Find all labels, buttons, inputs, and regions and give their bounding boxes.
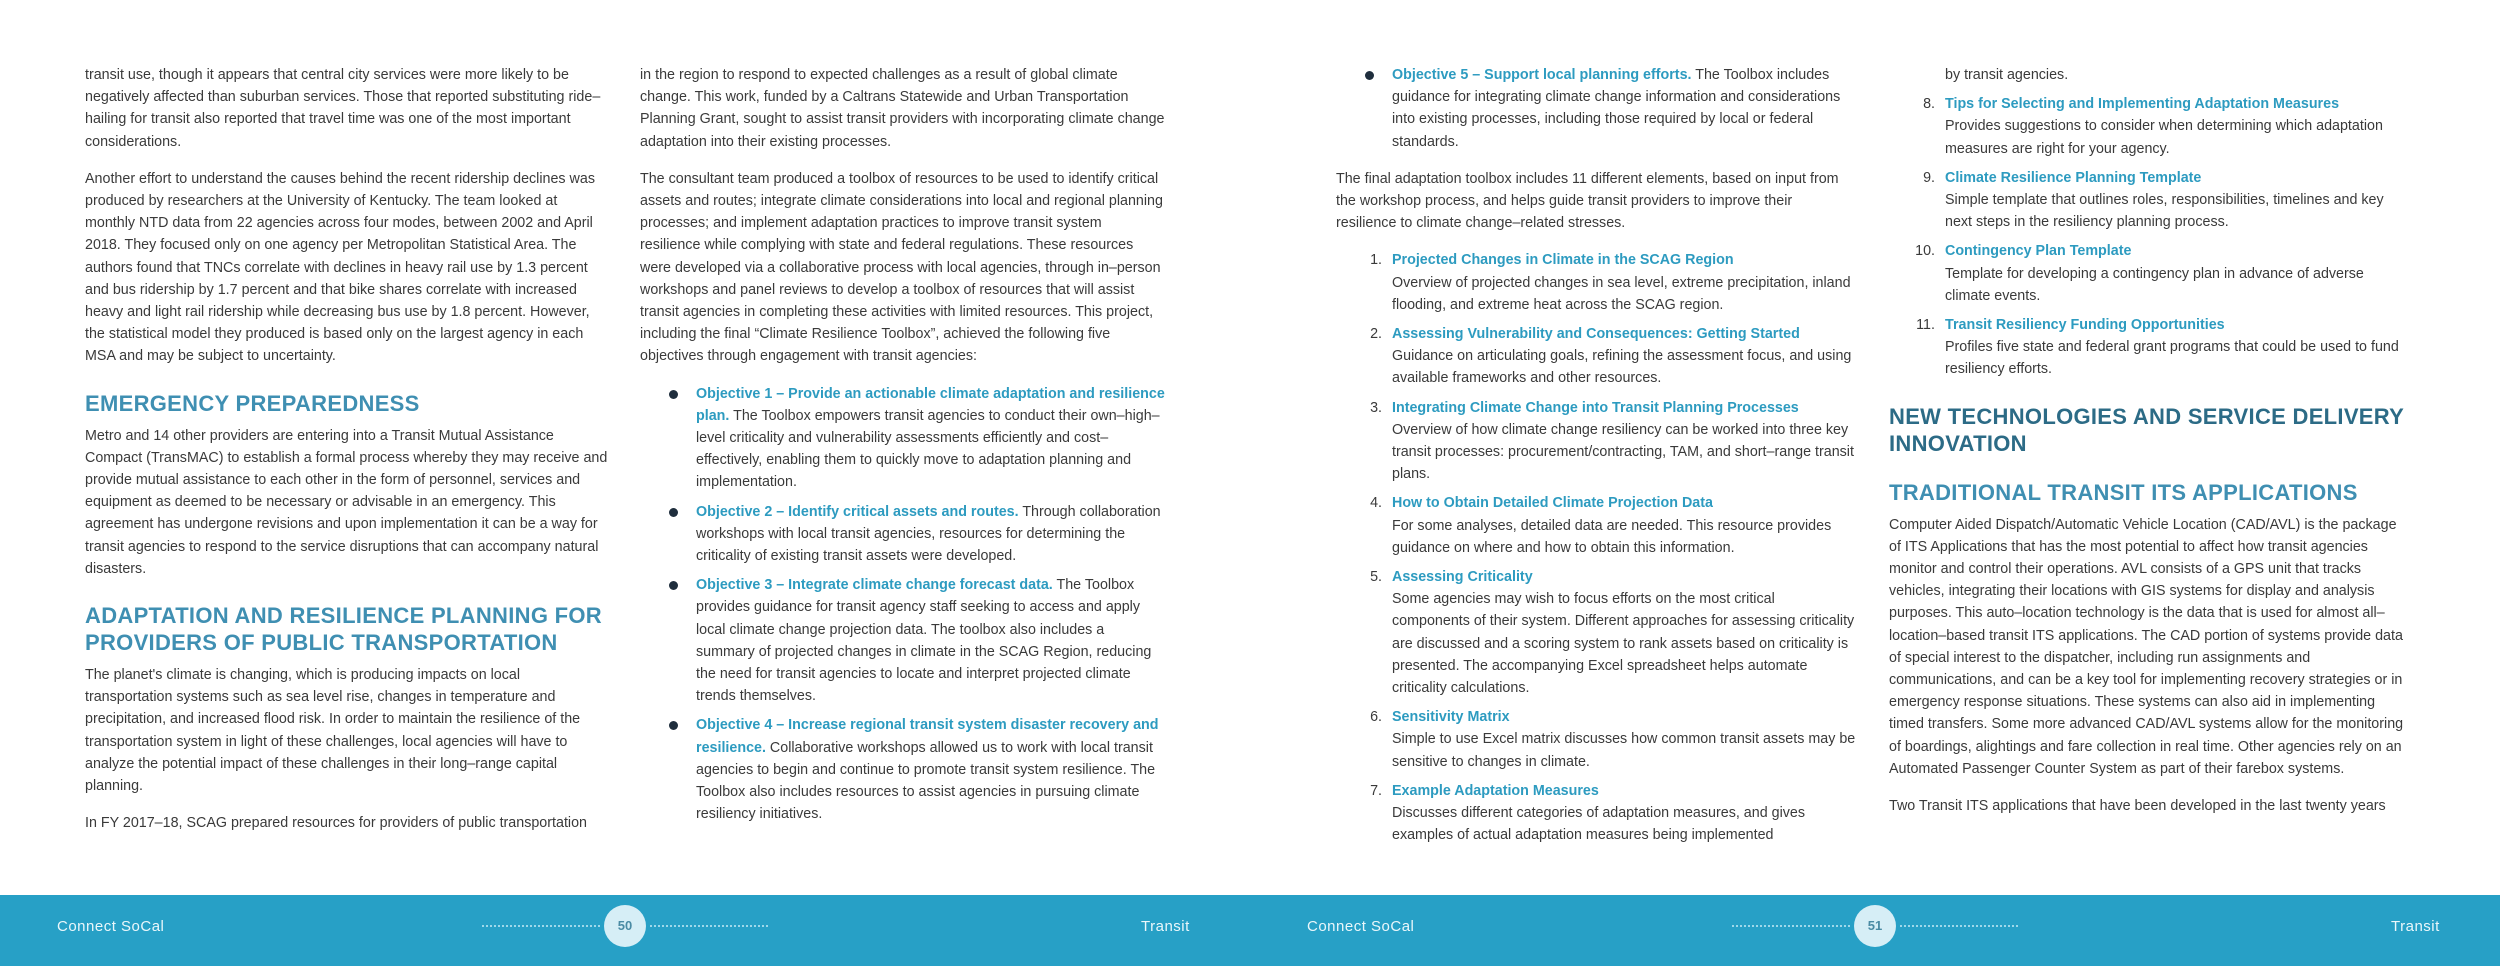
item-title: Tips for Selecting and Implementing Adaptation Measures [1945, 96, 2340, 113]
item-title: How to Obtain Detailed Climate Projection Data [1392, 495, 1713, 512]
item-number: 1. [1370, 252, 1382, 269]
left-column-1 [85, 64, 610, 849]
item-number: 7. [1370, 782, 1382, 799]
footer-right [1250, 895, 2500, 966]
objectives-list-continued [1336, 64, 1856, 153]
objective-text: The Toolbox provides guidance for transit agency staff seeking to access and apply local climate change projection data. The toolbox also includes a summary of projected changes in climate in the SCAG Region, reducing the need for transit agencies to locate and interpret projected climate trends themselves. [696, 577, 1152, 705]
footer-left [0, 895, 1250, 966]
section-heading-new-technologies: NEW TECHNOLOGIES AND SERVICE DELIVERY INNOVATION [1889, 403, 2404, 456]
item-number: 2. [1370, 326, 1382, 343]
footer-section: Transit [2391, 918, 2440, 935]
right-column-2 [1889, 64, 2409, 832]
bullet-icon [669, 581, 678, 590]
paragraph: The planet's climate is changing, which is producing impacts on local transportation systems such as sea level rise, changes in temperature and precipitation, and increased flood risk. In order to maintain the resilience of the transportation system in light of these challenges, local agencies will have to analyze the potential impact of these challenges in their long–range capital planning. [85, 667, 581, 795]
objectives-list [640, 383, 1165, 826]
bullet-icon [1365, 71, 1374, 80]
item-title: Example Adaptation Measures [1392, 782, 1599, 799]
item-number: 6. [1370, 709, 1382, 726]
item-text: by transit agencies. [1945, 67, 2069, 83]
paragraph: Metro and 14 other providers are entering into a Transit Mutual Assistance Compact (TransMAC) to establish a formal process whereby they may receive and provide mutual assistance to each other in the form of personnel, services and equipment as deemed to be necessary or advisable in an emergency. This agreement has undergone revisions and upon implementation it can be a way for transit agencies to respond to the service disruptions that can accompany natural disasters. [85, 427, 608, 577]
page-number: 50 [604, 905, 646, 947]
toolbox-elements-list [1336, 249, 1856, 846]
item-text: Discusses different categories of adaptation measures, and gives examples of actual adaptation measures being implemented [1392, 805, 1805, 844]
objective-text: Collaborative workshops allowed us to work with local transit agencies to begin and continue to promote transit system resilience. The Toolbox also includes resources to assist agencies in pursuing climate resiliency initiatives. [696, 739, 1156, 823]
list-item [1336, 64, 1856, 153]
item-number: 10. [1915, 243, 1935, 260]
paragraph: in the region to respond to expected challenges as a result of global climate change. This work, funded by a Caltrans Statewide and Urban Transportation Planning Grant, sought to assist transit providers with incorporating climate change adaptation into their existing processes. [640, 67, 1165, 150]
footer-bar [0, 895, 2500, 966]
left-column-2 [640, 64, 1165, 841]
item-text: Provides suggestions to consider when determining which adaptation measures are right for your agency. [1945, 118, 2383, 157]
bullet-icon [669, 390, 678, 399]
list-item [640, 714, 1165, 825]
dotted-divider [1732, 925, 1850, 927]
list-item [1336, 706, 1856, 773]
list-item [1336, 566, 1856, 699]
item-number: 11. [1916, 317, 1935, 334]
objective-title: Objective 4 – Increase regional transit system disaster recovery and resilience. [696, 717, 1159, 756]
paragraph: The consultant team produced a toolbox of resources to be used to identify critical assets and routes; integrate climate considerations into local and regional planning processes; and implement adaptation practices to improve transit system resilience while complying with state and federal regulations. These resources were developed via a collaborative process with local agencies, through in–person workshops and panel reviews to develop a toolbox of resources that will assist transit agencies in completing these activities with limited resources. This project, including the final “Climate Resilience Toolbox”, achieved the following five objectives through engagement with transit agencies: [640, 170, 1163, 365]
item-title: Sensitivity Matrix [1392, 709, 1510, 726]
footer-brand: Connect SoCal [57, 918, 165, 935]
item-text: For some analyses, detailed data are needed. This resource provides guidance on where and how to obtain this information. [1392, 517, 1832, 556]
item-number: 9. [1923, 169, 1935, 186]
item-text: Simple to use Excel matrix discusses how common transit assets may be sensitive to changes in climate. [1392, 731, 1856, 770]
bullet-icon [669, 508, 678, 517]
item-title: Assessing Vulnerability and Consequences: Getting Started [1392, 326, 1800, 343]
right-column-1 [1336, 64, 1856, 862]
list-item [1336, 492, 1856, 559]
paragraph: Computer Aided Dispatch/Automatic Vehicle Location (CAD/AVL) is the package of ITS Applications that has the most potential to affect how transit agencies monitor and control their operations. AVL consists of a GPS unit that tracks vehicles, integrating their locations with GIS systems for display and analysis purposes. This auto–location technology is the data that is used for almost all–location–based transit ITS applications. The CAD portion of systems provide data of special interest to the dispatcher, including run assignments and communications, and can be a key tool for implementing recovery strategies or in emergency response situations. These systems can also aid in implementing timed transfers. Some more advanced CAD/AVL systems allow for the monitoring of boardings, alightings and fare collection in real time. Other agencies rely on an Automated Passenger Counter System as part of their farebox systems. [1889, 516, 2404, 777]
item-text: Overview of how climate change resiliency can be worked into three key transit processes: procurement/contracting, TAM, and short–range transit plans. [1392, 421, 1854, 483]
section-heading-adaptation: ADAPTATION AND RESILIENCE PLANNING FOR PROVIDERS OF PUBLIC TRANSPORTATION [85, 603, 602, 656]
item-text: Profiles five state and federal grant programs that could be used to fund resiliency efforts. [1945, 339, 2399, 378]
objective-title: Objective 5 – Support local planning efforts. [1392, 67, 1692, 83]
dotted-divider [650, 925, 768, 927]
item-text: Overview of projected changes in sea level, extreme precipitation, inland flooding, and extreme heat across the SCAG region. [1392, 274, 1851, 313]
section-heading-its-applications: TRADITIONAL TRANSIT ITS APPLICATIONS [1889, 479, 2358, 505]
objective-text: Through collaboration workshops with local transit agencies, resources for determining the criticality of existing transit assets were developed. [696, 503, 1161, 565]
item-text: Some agencies may wish to focus efforts on the most critical components of their system. Different approaches for assessing criticality are discussed and a scoring system to rank assets based on criticality is presented. The accompanying Excel spreadsheet helps automate criticality calculations. [1392, 591, 1855, 697]
item-title: Assessing Criticality [1392, 569, 1533, 586]
item-number: 3. [1370, 399, 1382, 416]
list-item [1889, 93, 2409, 160]
item-title: Climate Resilience Planning Template [1945, 169, 2202, 186]
item-number: 8. [1923, 96, 1935, 113]
objective-title: Objective 1 – Provide an actionable climate adaptation and resilience plan. [696, 385, 1165, 424]
item-text: Template for developing a contingency plan in advance of adverse climate events. [1945, 265, 2364, 304]
page-number: 51 [1854, 905, 1896, 947]
objective-title: Objective 2 – Identify critical assets and routes. [696, 503, 1019, 520]
list-item [1336, 249, 1856, 316]
bullet-icon [669, 721, 678, 730]
dotted-divider [482, 925, 600, 927]
item-number: 4. [1370, 495, 1382, 512]
objective-title: Objective 3 – Integrate climate change forecast data. [696, 577, 1053, 594]
list-item [1336, 397, 1856, 486]
list-item [1889, 240, 2409, 307]
list-item [640, 501, 1165, 568]
objective-text: The Toolbox empowers transit agencies to conduct their own–high–level criticality and vulnerability assessments efficiently and cost–effectively, enabling them to quickly move to adaptation planning and implementation. [696, 407, 1160, 491]
item-title: Transit Resiliency Funding Opportunities [1945, 317, 2225, 334]
footer-brand: Connect SoCal [1307, 918, 1415, 935]
list-item [1889, 64, 2409, 86]
list-item [640, 383, 1165, 494]
paragraph: The final adaptation toolbox includes 11 different elements, based on input from the workshop process, and helps guide transit providers to improve their resilience to climate change–related stresses. [1336, 170, 1839, 232]
item-text: Simple template that outlines roles, responsibilities, timelines and key next steps in the resiliency planning process. [1945, 192, 2384, 231]
paragraph: Another effort to understand the causes behind the recent ridership declines was produced by researchers at the University of Kentucky. The team looked at monthly NTD data from 22 agencies across four modes, between 2002 and April 2018. They focused only on one agency per Metropolitan Statistical Area. The authors found that TNCs correlate with declines in heavy rail use by 1.3 percent and bus ridership by 1.7 percent and that bike shares correlate with increased heavy and light rail ridership while decreasing bus use by 1.8 percent. However, the statistical model they produced is based only on the largest agency in each MSA and may be subject to uncertainty. [85, 170, 595, 365]
paragraph: In FY 2017–18, SCAG prepared resources for providers of public transportation [85, 815, 587, 832]
dotted-divider [1900, 925, 2018, 927]
item-title: Contingency Plan Template [1945, 243, 2132, 260]
objective-text: The Toolbox includes guidance for integrating climate change information and considerations into existing processes, including those required by local or federal standards. [1392, 67, 1841, 150]
list-item [640, 574, 1165, 707]
section-heading-emergency: EMERGENCY PREPAREDNESS [85, 390, 420, 416]
list-item [1336, 780, 1856, 847]
list-item [1889, 314, 2409, 381]
list-item [1336, 323, 1856, 390]
item-number: 5. [1370, 569, 1382, 586]
paragraph: transit use, though it appears that central city services were more likely to be negatively affected than suburban services. Those that reported substituting ride–hailing for transit also reported that travel time was one of the most important considerations. [85, 67, 601, 150]
toolbox-elements-list-continued [1889, 64, 2409, 381]
item-title: Integrating Climate Change into Transit Planning Processes [1392, 399, 1799, 416]
item-text: Guidance on articulating goals, refining the assessment focus, and using available frameworks and other resources. [1392, 348, 1852, 387]
paragraph: Two Transit ITS applications that have been developed in the last twenty years [1889, 798, 2386, 815]
list-item [1889, 167, 2409, 234]
item-title: Projected Changes in Climate in the SCAG Region [1392, 252, 1734, 269]
footer-section: Transit [1141, 918, 1190, 935]
